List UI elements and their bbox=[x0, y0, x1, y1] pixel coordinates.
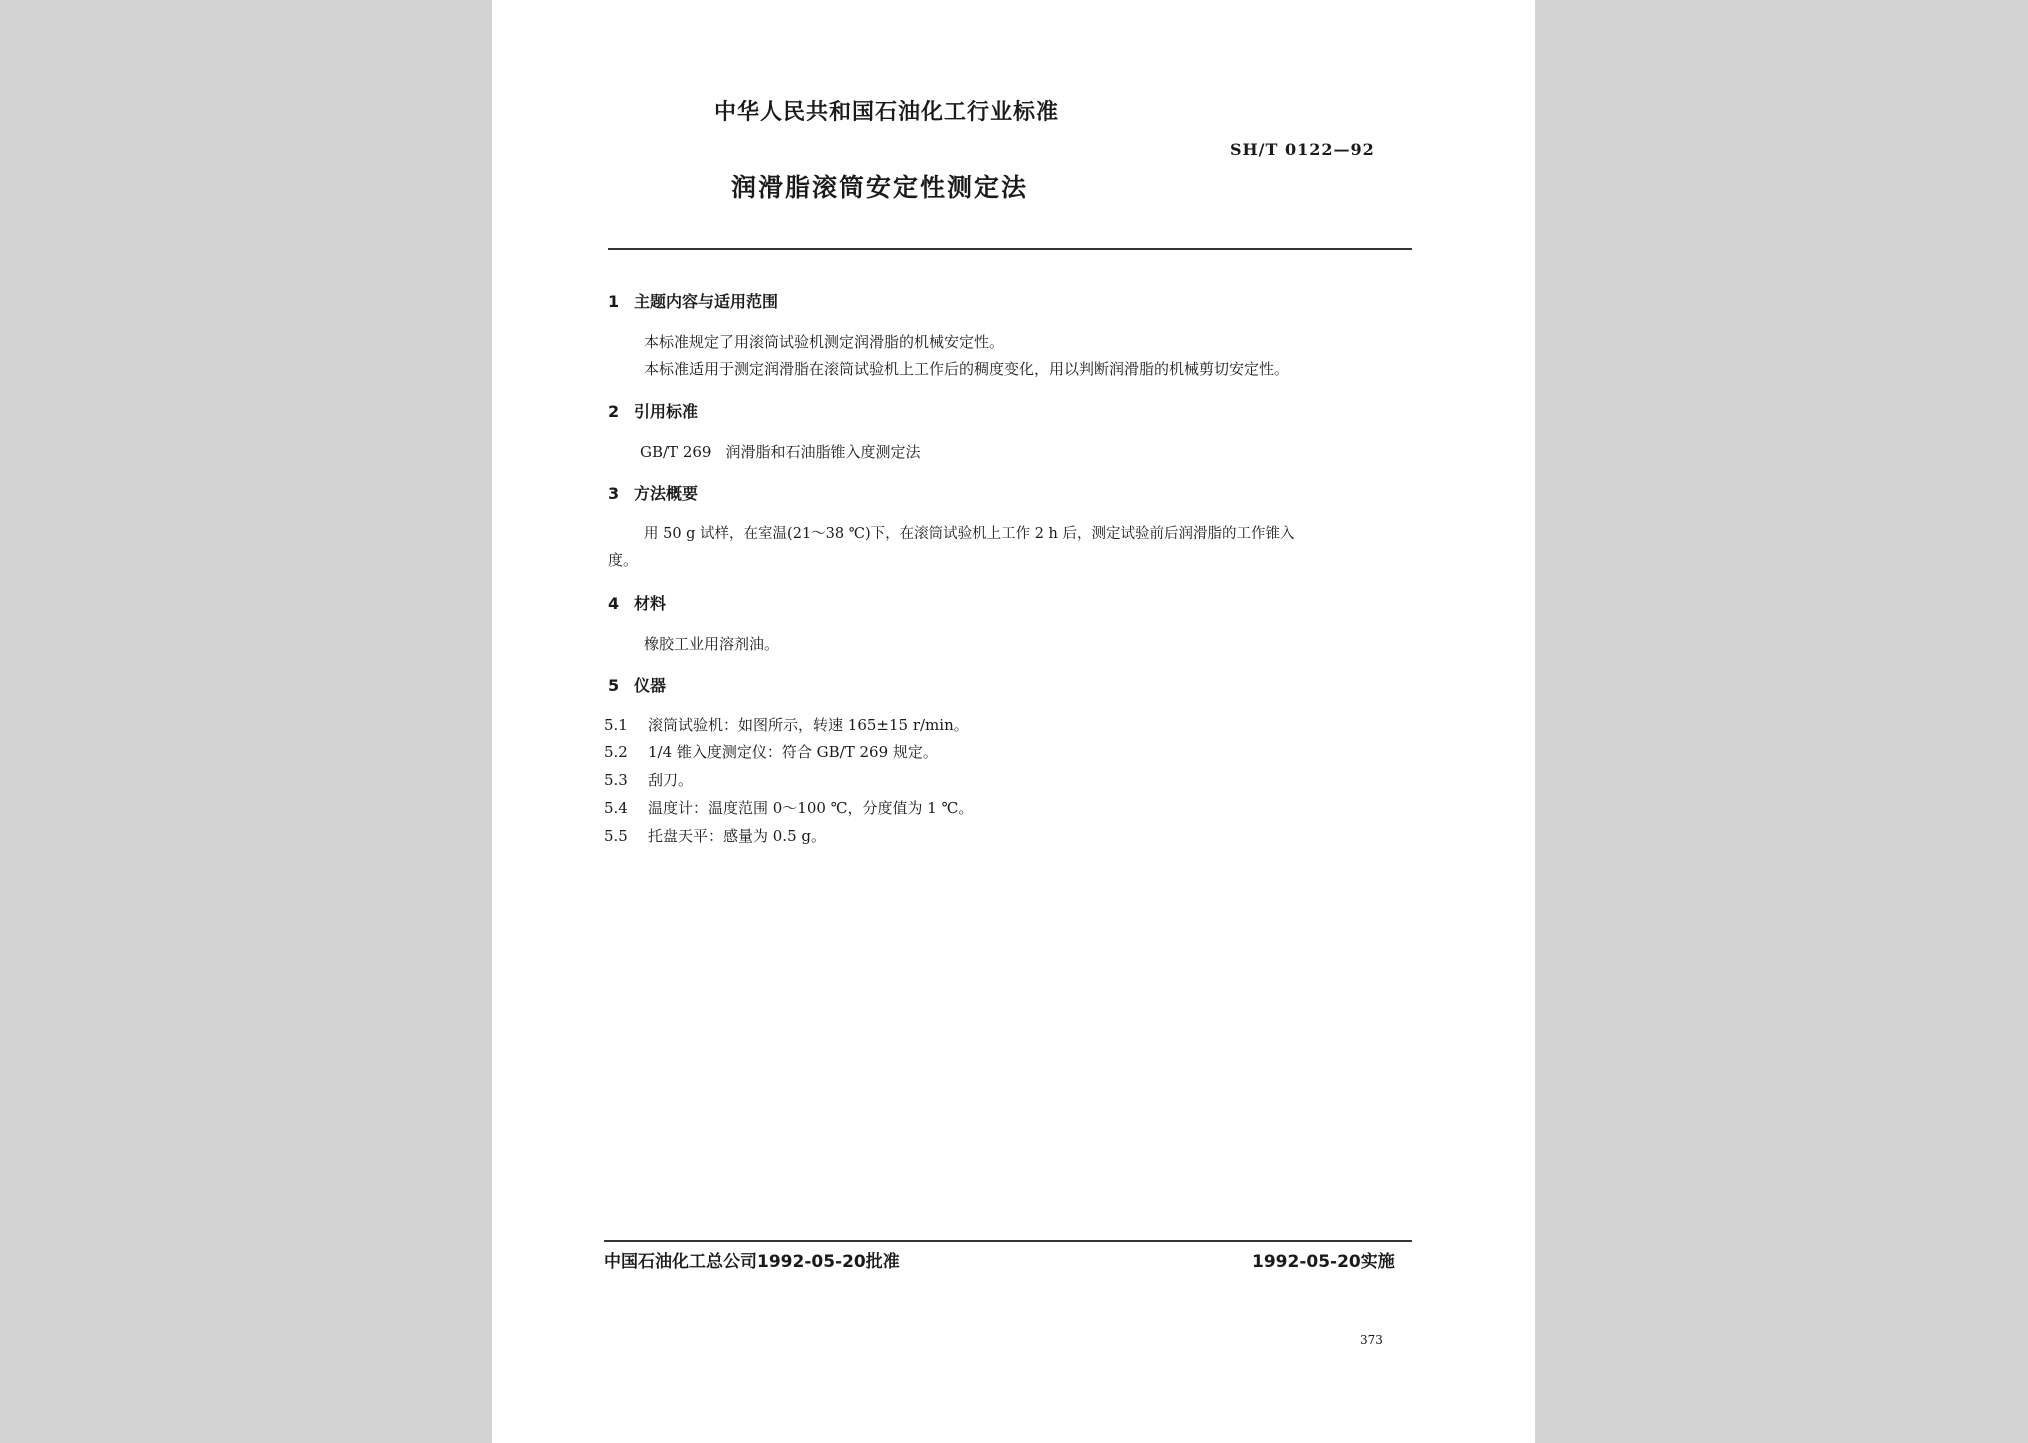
section-5-heading bbox=[608, 673, 666, 696]
section-title: 材料 bbox=[634, 594, 667, 613]
list-item bbox=[604, 741, 938, 762]
header-divider bbox=[608, 248, 1412, 250]
section-1-paragraph-2: 本标准适用于测定润滑脂在滚筒试验机上工作后的稠度变化，用以判断润滑脂的机械剪切安定性。 bbox=[644, 360, 1290, 378]
reference-code: GB/T 269 bbox=[640, 443, 712, 461]
section-1-paragraph-1: 本标准规定了用滚筒试验机测定润滑脂的机械安定性。 bbox=[644, 333, 1005, 351]
document-title: 润滑脂滚筒安定性测定法 bbox=[731, 173, 1029, 202]
approval-line: 中国石油化工总公司1992-05-20批准 bbox=[604, 1252, 900, 1272]
list-item bbox=[604, 797, 973, 818]
item-number: 5.5 bbox=[604, 827, 628, 845]
section-title: 仪器 bbox=[634, 676, 667, 695]
item-number: 5.2 bbox=[604, 743, 628, 761]
section-title: 引用标准 bbox=[634, 402, 699, 421]
item-number: 5.4 bbox=[604, 799, 628, 817]
section-4-heading bbox=[608, 591, 666, 614]
section-2-heading bbox=[608, 399, 698, 422]
section-1-heading bbox=[608, 289, 778, 312]
reference-entry bbox=[640, 441, 920, 462]
section-title: 方法概要 bbox=[634, 484, 699, 503]
standard-organization: 中华人民共和国石油化工行业标准 bbox=[714, 100, 1060, 125]
footer-divider bbox=[604, 1240, 1412, 1242]
reference-title: 润滑脂和石油脂锥入度测定法 bbox=[725, 443, 921, 461]
section-title: 主题内容与适用范围 bbox=[634, 292, 779, 311]
section-3-paragraph-line-2: 度。 bbox=[608, 551, 639, 569]
section-3-paragraph-line-1: 用 50 g 试样，在室温(21～38 ℃)下，在滚筒试验机上工作 2 h 后，测定试验前后润滑脂的工作锥入 bbox=[644, 526, 1295, 542]
effective-date-line: 1992-05-20实施 bbox=[1252, 1252, 1395, 1272]
item-text: 托盘天平：感量为 0.5 g。 bbox=[648, 827, 826, 845]
section-number: 2 bbox=[608, 402, 620, 421]
document-page bbox=[492, 0, 1535, 1443]
item-text: 刮刀。 bbox=[648, 771, 694, 789]
standard-code: SH/T 0122—92 bbox=[1230, 140, 1375, 159]
item-number: 5.3 bbox=[604, 771, 628, 789]
section-3-heading bbox=[608, 481, 698, 504]
list-item bbox=[604, 714, 969, 735]
section-number: 4 bbox=[608, 594, 620, 613]
section-number: 1 bbox=[608, 292, 620, 311]
list-item bbox=[604, 769, 693, 790]
list-item bbox=[604, 825, 826, 846]
section-number: 5 bbox=[608, 676, 620, 695]
item-text: 温度计：温度范围 0～100 ℃，分度值为 1 ℃。 bbox=[648, 799, 974, 817]
item-text: 滚筒试验机：如图所示，转速 165±15 r/min。 bbox=[648, 716, 969, 734]
item-text: 1/4 锥入度测定仪：符合 GB/T 269 规定。 bbox=[648, 743, 938, 761]
section-4-paragraph: 橡胶工业用溶剂油。 bbox=[644, 635, 780, 653]
item-number: 5.1 bbox=[604, 716, 628, 734]
page-number: 373 bbox=[1360, 1333, 1383, 1347]
section-number: 3 bbox=[608, 484, 620, 503]
